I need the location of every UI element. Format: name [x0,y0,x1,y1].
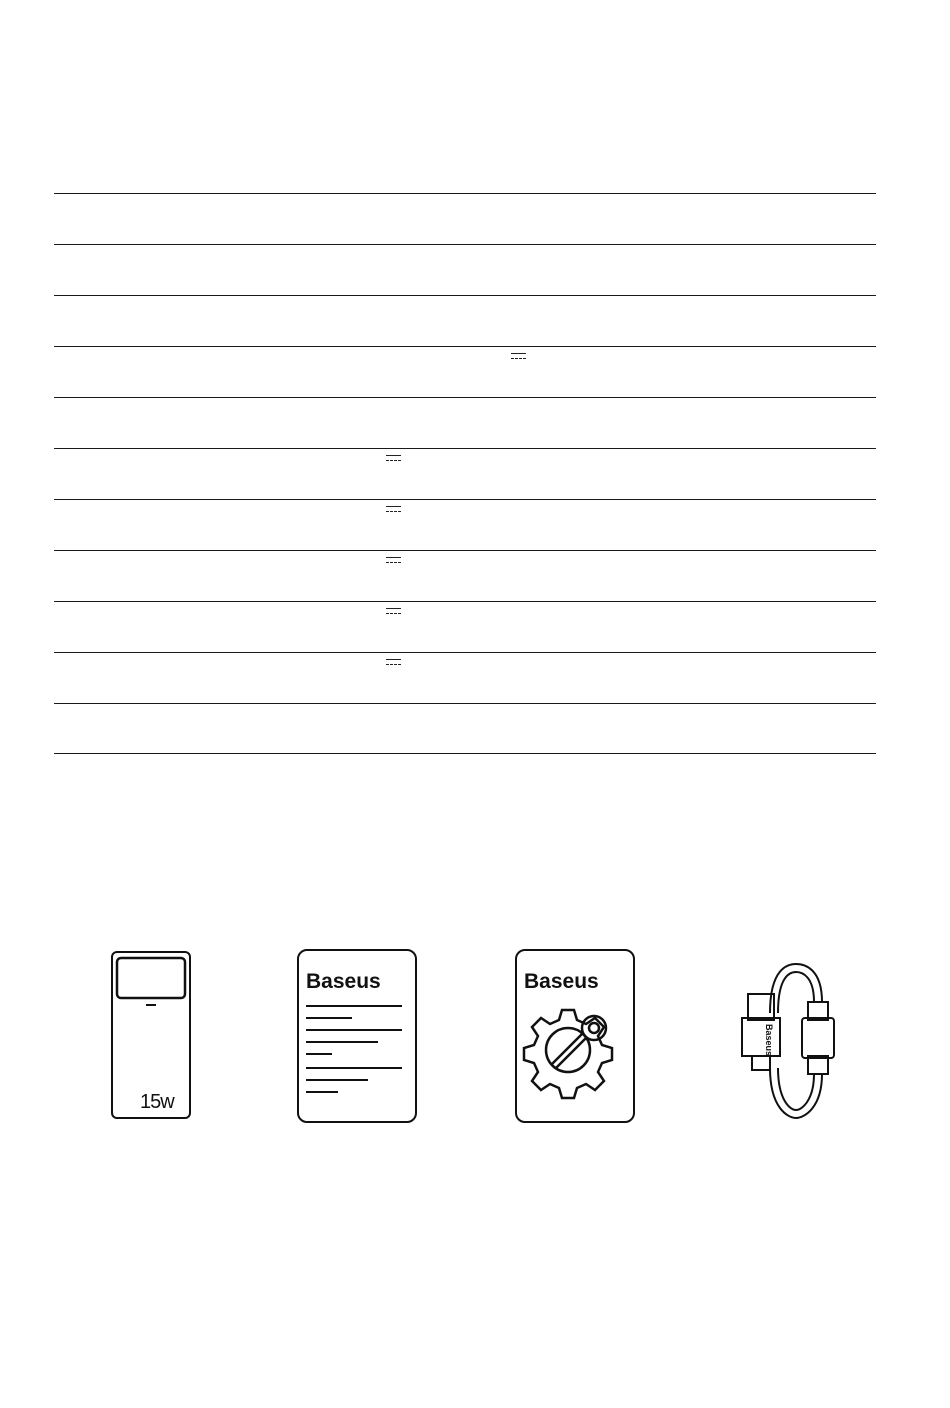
dc-current-icon [386,659,401,667]
dc-current-icon [386,557,401,565]
spec-table [54,193,876,754]
spec-row [54,244,876,295]
dc-current-icon [386,608,401,616]
manual-icon [296,948,418,1124]
spec-row [54,448,876,499]
cable-icon [738,958,848,1126]
dc-current-icon [386,506,401,514]
dc-current-icon [511,353,526,361]
manual-brand: Baseus [306,970,381,993]
service-card-icon [514,948,636,1124]
spec-row [54,397,876,448]
spec-row [54,499,876,550]
power-bank-icon [110,950,192,1122]
spec-row [54,550,876,601]
spec-row [54,295,876,346]
spec-row [54,652,876,703]
service-card-brand: Baseus [524,970,599,993]
cable-brand: Baseus [764,1024,774,1057]
dc-current-icon [386,455,401,463]
spec-row [54,703,876,754]
spec-row [54,193,876,244]
spec-row [54,601,876,652]
power-bank-label: 15w [140,1091,174,1113]
spec-row [54,346,876,397]
package-contents [0,940,950,1140]
